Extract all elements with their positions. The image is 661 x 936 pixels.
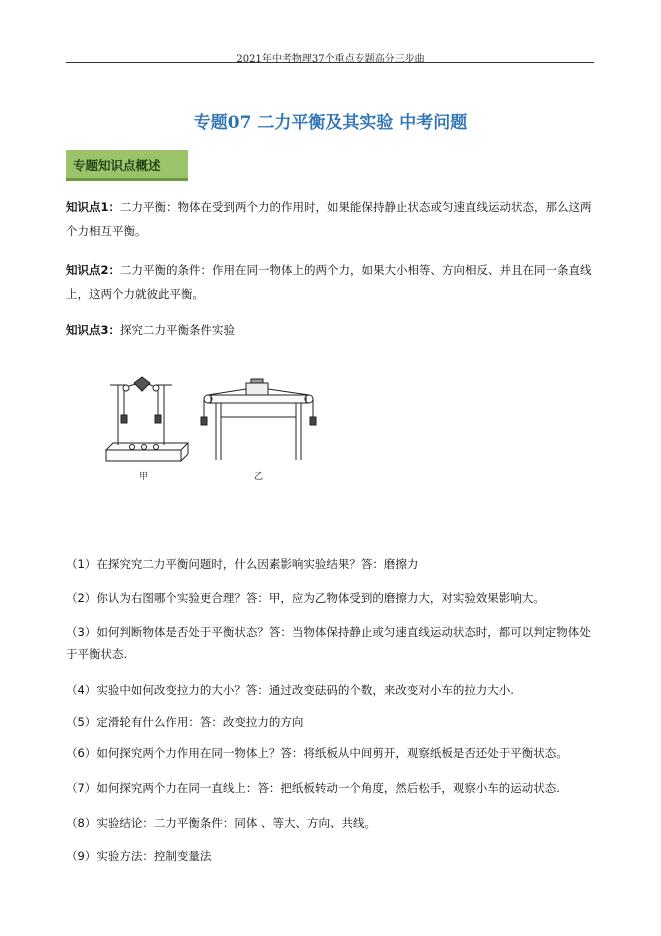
header-rule [66,62,594,63]
section-tag-label: 专题知识点概述 [73,158,161,173]
knowledge-point-1-label: 知识点1： [66,200,121,214]
qa-item-1: （1）在探究究二力平衡问题时，什么因素影响实验结果？答：磨擦力 [66,557,419,571]
qa-item-8: （8）实验结论：二力平衡条件：同体 、等大、方向、共线。 [66,816,376,830]
knowledge-point-2-label: 知识点2： [66,263,121,277]
figure-label-b: 乙 [254,472,264,482]
knowledge-point-1 [66,195,596,243]
apparatus-a [106,377,188,461]
qa-item-5: （5）定滑轮有什么作用：答：改变拉力的方向 [66,715,304,729]
knowledge-point-2 [66,258,596,306]
knowledge-point-1-text: 二力平衡：物体在受到两个力的作用时，如果能保持静止状态或匀速直线运动状态，那么这两个力相互平衡。 [66,200,592,238]
experiment-figure [96,355,336,495]
knowledge-point-3-label: 知识点3： [66,323,121,337]
qa-item-7: （7）如何探究两个力在同一直线上：答：把纸板转动一个角度，然后松手，观察小车的运动状态. [66,781,560,795]
apparatus-b [201,379,316,460]
page-header: 2021年中考物理37个重点专题高分三步曲 [236,54,425,65]
qa-item-2: （2）你认为右图哪个实验更合理？答：甲，应为乙物体受到的磨擦力大，对实验效果影响大。 [66,591,545,605]
knowledge-point-3-text: 探究二力平衡条件实验 [120,323,236,337]
section-tag [66,150,188,181]
qa-item-9: （9）实验方法：控制变量法 [66,849,212,863]
qa-item-3: （3）如何判断物体是否处于平衡状态？答：当物体保持静止或匀速直线运动状态时，都可以判定物体处于平衡状态. [66,625,591,661]
figure-label-a: 甲 [139,472,149,482]
qa-item-4: （4）实验中如何改变拉力的大小？答：通过改变砝码的个数，来改变对小车的拉力大小. [66,683,514,697]
qa-item-6: （6）如何探究两个力作用在同一物体上？答：将纸板从中间剪开，观察纸板是否还处于平衡状态。 [66,746,568,760]
page-title: 专题07 二力平衡及其实验 中考问题 [193,113,468,133]
knowledge-point-3 [66,318,596,342]
knowledge-point-2-text: 二力平衡的条件：作用在同一物体上的两个力，如果大小相等、方向相反、并且在同一条直线上，这两个力就彼此平衡。 [66,263,592,301]
